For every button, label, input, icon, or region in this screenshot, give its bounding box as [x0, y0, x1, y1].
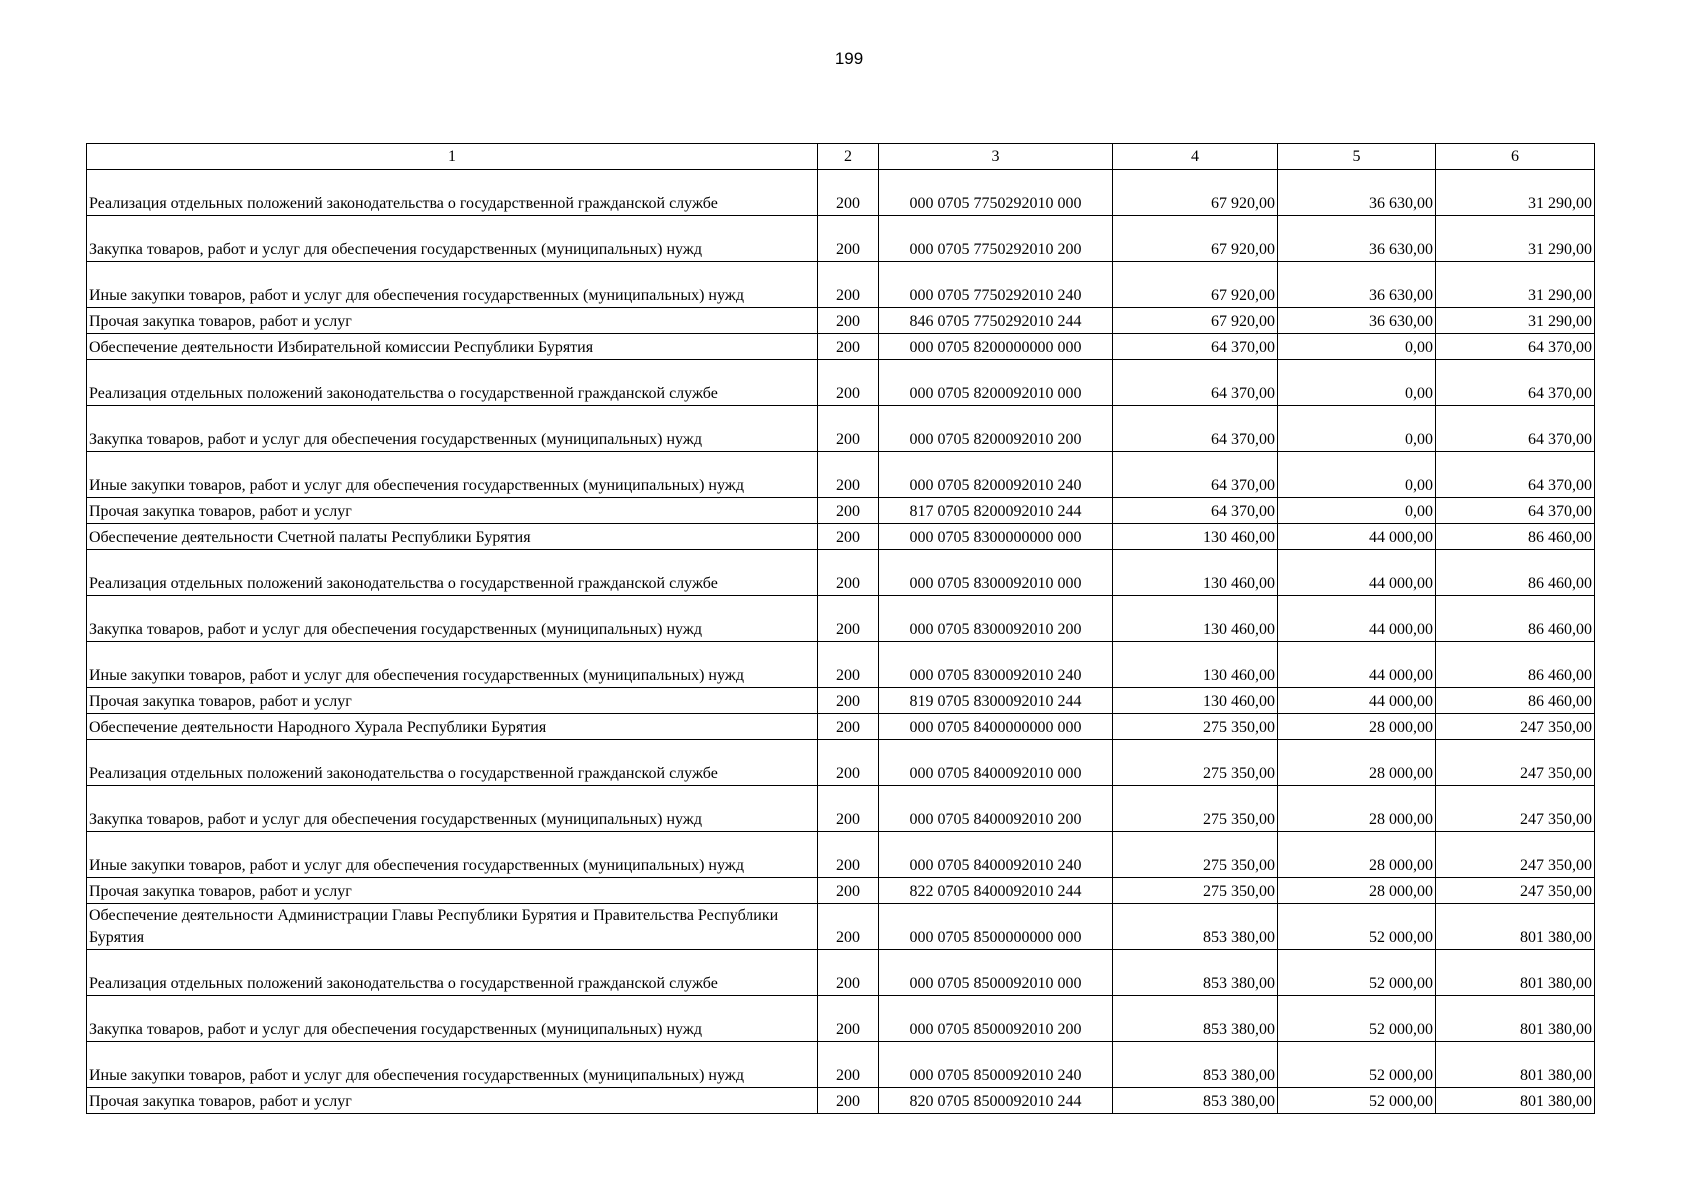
row-code-cell: 200: [818, 308, 879, 334]
row-code-cell: 200: [818, 216, 879, 262]
row-kbk-cell: 000 0705 8200092010 000: [879, 360, 1113, 406]
table-row: [87, 996, 1595, 1042]
table-row: [87, 1042, 1595, 1088]
page-number: 199: [834, 49, 864, 68]
row-code-cell: 200: [818, 596, 879, 642]
table-row: [87, 596, 1595, 642]
row-col4-cell: 275 350,00: [1113, 786, 1278, 832]
row-kbk-cell: 000 0705 8300092010 000: [879, 550, 1113, 596]
table-row: [87, 642, 1595, 688]
row-col5-cell: 0,00: [1278, 452, 1436, 498]
row-name-cell: Иные закупки товаров, работ и услуг для обеспечения государственных (муниципальных) нужд: [87, 642, 818, 688]
row-col4-cell: 64 370,00: [1113, 360, 1278, 406]
table-row: [87, 832, 1595, 878]
row-col4-cell: 853 380,00: [1113, 904, 1278, 950]
row-col6-cell: 247 350,00: [1436, 714, 1595, 740]
row-name-cell: Закупка товаров, работ и услуг для обеспечения государственных (муниципальных) нужд: [87, 216, 818, 262]
row-code-cell: 200: [818, 878, 879, 904]
row-col6-cell: 801 380,00: [1436, 1088, 1595, 1114]
table-row: [87, 262, 1595, 308]
row-kbk-cell: 000 0705 7750292010 200: [879, 216, 1113, 262]
row-name-cell: Обеспечение деятельности Администрации Главы Республики Бурятия и Правительства Республики Бурятия: [87, 904, 818, 950]
row-col5-cell: 52 000,00: [1278, 996, 1436, 1042]
row-code-cell: 200: [818, 642, 879, 688]
table-row: [87, 740, 1595, 786]
row-name-cell: Реализация отдельных положений законодательства о государственной гражданской службе: [87, 740, 818, 786]
row-code-cell: 200: [818, 740, 879, 786]
row-col4-cell: 67 920,00: [1113, 216, 1278, 262]
table-row: [87, 1088, 1595, 1114]
row-col4-cell: 130 460,00: [1113, 596, 1278, 642]
row-kbk-cell: 000 0705 8200092010 240: [879, 452, 1113, 498]
row-col5-cell: 44 000,00: [1278, 642, 1436, 688]
row-kbk-cell: 000 0705 7750292010 240: [879, 262, 1113, 308]
table-row: [87, 904, 1595, 950]
row-col4-cell: 64 370,00: [1113, 498, 1278, 524]
row-col4-cell: 853 380,00: [1113, 996, 1278, 1042]
table-row: [87, 360, 1595, 406]
row-name-cell: Иные закупки товаров, работ и услуг для обеспечения государственных (муниципальных) нужд: [87, 1042, 818, 1088]
row-col5-cell: 0,00: [1278, 360, 1436, 406]
table-row: [87, 406, 1595, 452]
row-col5-cell: 52 000,00: [1278, 904, 1436, 950]
row-kbk-cell: 000 0705 8300092010 240: [879, 642, 1113, 688]
row-code-cell: 200: [818, 950, 879, 996]
table-row: [87, 216, 1595, 262]
row-col6-cell: 31 290,00: [1436, 262, 1595, 308]
row-kbk-cell: 846 0705 7750292010 244: [879, 308, 1113, 334]
table-row: [87, 688, 1595, 714]
table-row: [87, 878, 1595, 904]
row-col4-cell: 275 350,00: [1113, 740, 1278, 786]
header-col-1: 1: [87, 144, 818, 170]
row-col6-cell: 801 380,00: [1436, 950, 1595, 996]
row-col4-cell: 275 350,00: [1113, 714, 1278, 740]
row-kbk-cell: 000 0705 8300000000 000: [879, 524, 1113, 550]
row-col5-cell: 0,00: [1278, 406, 1436, 452]
row-kbk-cell: 000 0705 8400092010 000: [879, 740, 1113, 786]
row-kbk-cell: 817 0705 8200092010 244: [879, 498, 1113, 524]
row-name-cell: Реализация отдельных положений законодательства о государственной гражданской службе: [87, 550, 818, 596]
row-name-cell: Обеспечение деятельности Избирательной комиссии Республики Бурятия: [87, 334, 818, 360]
row-code-cell: 200: [818, 262, 879, 308]
row-col5-cell: 36 630,00: [1278, 216, 1436, 262]
row-col5-cell: 36 630,00: [1278, 308, 1436, 334]
row-col6-cell: 86 460,00: [1436, 688, 1595, 714]
row-col4-cell: 67 920,00: [1113, 262, 1278, 308]
row-col4-cell: 853 380,00: [1113, 950, 1278, 996]
row-kbk-cell: 000 0705 8500092010 240: [879, 1042, 1113, 1088]
row-col5-cell: 44 000,00: [1278, 688, 1436, 714]
row-col4-cell: 130 460,00: [1113, 550, 1278, 596]
table-row: [87, 170, 1595, 216]
row-col6-cell: 31 290,00: [1436, 170, 1595, 216]
row-col4-cell: 275 350,00: [1113, 878, 1278, 904]
row-col6-cell: 86 460,00: [1436, 524, 1595, 550]
row-code-cell: 200: [818, 996, 879, 1042]
row-code-cell: 200: [818, 498, 879, 524]
row-col6-cell: 86 460,00: [1436, 596, 1595, 642]
row-col6-cell: 31 290,00: [1436, 308, 1595, 334]
row-code-cell: 200: [818, 786, 879, 832]
row-col6-cell: 86 460,00: [1436, 642, 1595, 688]
row-kbk-cell: 000 0705 8500000000 000: [879, 904, 1113, 950]
row-kbk-cell: 822 0705 8400092010 244: [879, 878, 1113, 904]
row-kbk-cell: 000 0705 8400092010 240: [879, 832, 1113, 878]
header-col-4: 4: [1113, 144, 1278, 170]
row-col5-cell: 44 000,00: [1278, 550, 1436, 596]
row-col5-cell: 52 000,00: [1278, 1088, 1436, 1114]
row-col4-cell: 64 370,00: [1113, 452, 1278, 498]
row-col4-cell: 130 460,00: [1113, 524, 1278, 550]
row-col6-cell: 801 380,00: [1436, 1042, 1595, 1088]
row-col5-cell: 28 000,00: [1278, 832, 1436, 878]
row-col5-cell: 0,00: [1278, 334, 1436, 360]
row-col6-cell: 64 370,00: [1436, 334, 1595, 360]
row-code-cell: 200: [818, 1042, 879, 1088]
row-col4-cell: 67 920,00: [1113, 170, 1278, 216]
row-code-cell: 200: [818, 688, 879, 714]
header-col-5: 5: [1278, 144, 1436, 170]
row-name-cell: Иные закупки товаров, работ и услуг для обеспечения государственных (муниципальных) нужд: [87, 832, 818, 878]
row-name-cell: Реализация отдельных положений законодательства о государственной гражданской службе: [87, 950, 818, 996]
row-col4-cell: 853 380,00: [1113, 1042, 1278, 1088]
table-row: [87, 524, 1595, 550]
row-col6-cell: 31 290,00: [1436, 216, 1595, 262]
row-col5-cell: 28 000,00: [1278, 740, 1436, 786]
table-row: [87, 786, 1595, 832]
row-name-cell: Иные закупки товаров, работ и услуг для обеспечения государственных (муниципальных) нужд: [87, 452, 818, 498]
row-col6-cell: 64 370,00: [1436, 360, 1595, 406]
row-col5-cell: 28 000,00: [1278, 786, 1436, 832]
table-body: [87, 170, 1595, 1114]
budget-table: [86, 143, 1595, 1114]
row-col6-cell: 801 380,00: [1436, 904, 1595, 950]
row-name-cell: Реализация отдельных положений законодательства о государственной гражданской службе: [87, 360, 818, 406]
row-name-cell: Закупка товаров, работ и услуг для обеспечения государственных (муниципальных) нужд: [87, 996, 818, 1042]
row-name-cell: Прочая закупка товаров, работ и услуг: [87, 1088, 818, 1114]
row-kbk-cell: 000 0705 7750292010 000: [879, 170, 1113, 216]
row-col5-cell: 44 000,00: [1278, 596, 1436, 642]
table-row: [87, 308, 1595, 334]
row-col6-cell: 247 350,00: [1436, 740, 1595, 786]
row-col4-cell: 64 370,00: [1113, 334, 1278, 360]
row-col4-cell: 130 460,00: [1113, 642, 1278, 688]
row-col4-cell: 275 350,00: [1113, 832, 1278, 878]
row-col6-cell: 64 370,00: [1436, 498, 1595, 524]
table-row: [87, 714, 1595, 740]
row-kbk-cell: 819 0705 8300092010 244: [879, 688, 1113, 714]
row-col6-cell: 64 370,00: [1436, 452, 1595, 498]
row-col5-cell: 36 630,00: [1278, 262, 1436, 308]
row-col5-cell: 36 630,00: [1278, 170, 1436, 216]
row-col4-cell: 130 460,00: [1113, 688, 1278, 714]
row-col4-cell: 64 370,00: [1113, 406, 1278, 452]
row-col5-cell: 44 000,00: [1278, 524, 1436, 550]
row-col5-cell: 52 000,00: [1278, 1042, 1436, 1088]
table-row: [87, 550, 1595, 596]
row-kbk-cell: 000 0705 8400000000 000: [879, 714, 1113, 740]
row-kbk-cell: 000 0705 8200092010 200: [879, 406, 1113, 452]
row-code-cell: 200: [818, 334, 879, 360]
row-col6-cell: 801 380,00: [1436, 996, 1595, 1042]
row-code-cell: 200: [818, 406, 879, 452]
row-col6-cell: 64 370,00: [1436, 406, 1595, 452]
row-col4-cell: 853 380,00: [1113, 1088, 1278, 1114]
table-row: [87, 334, 1595, 360]
row-name-cell: Прочая закупка товаров, работ и услуг: [87, 498, 818, 524]
row-kbk-cell: 000 0705 8400092010 200: [879, 786, 1113, 832]
row-code-cell: 200: [818, 904, 879, 950]
row-name-cell: Иные закупки товаров, работ и услуг для обеспечения государственных (муниципальных) нужд: [87, 262, 818, 308]
row-name-cell: Реализация отдельных положений законодательства о государственной гражданской службе: [87, 170, 818, 216]
row-kbk-cell: 000 0705 8500092010 000: [879, 950, 1113, 996]
row-code-cell: 200: [818, 170, 879, 216]
row-col5-cell: 52 000,00: [1278, 950, 1436, 996]
row-name-cell: Закупка товаров, работ и услуг для обеспечения государственных (муниципальных) нужд: [87, 786, 818, 832]
row-kbk-cell: 000 0705 8200000000 000: [879, 334, 1113, 360]
row-col6-cell: 247 350,00: [1436, 786, 1595, 832]
row-col5-cell: 28 000,00: [1278, 878, 1436, 904]
row-kbk-cell: 820 0705 8500092010 244: [879, 1088, 1113, 1114]
table-row: [87, 498, 1595, 524]
row-col6-cell: 247 350,00: [1436, 832, 1595, 878]
header-col-3: 3: [879, 144, 1113, 170]
row-code-cell: 200: [818, 524, 879, 550]
row-col6-cell: 247 350,00: [1436, 878, 1595, 904]
row-col4-cell: 67 920,00: [1113, 308, 1278, 334]
row-name-cell: Обеспечение деятельности Народного Хурала Республики Бурятия: [87, 714, 818, 740]
row-code-cell: 200: [818, 360, 879, 406]
table-row: [87, 950, 1595, 996]
header-col-2: 2: [818, 144, 879, 170]
header-col-6: 6: [1436, 144, 1595, 170]
table-row: [87, 452, 1595, 498]
row-name-cell: Закупка товаров, работ и услуг для обеспечения государственных (муниципальных) нужд: [87, 596, 818, 642]
row-code-cell: 200: [818, 832, 879, 878]
row-name-cell: Прочая закупка товаров, работ и услуг: [87, 878, 818, 904]
row-col6-cell: 86 460,00: [1436, 550, 1595, 596]
header-row: [87, 144, 1595, 170]
row-name-cell: Прочая закупка товаров, работ и услуг: [87, 688, 818, 714]
row-code-cell: 200: [818, 550, 879, 596]
row-kbk-cell: 000 0705 8300092010 200: [879, 596, 1113, 642]
row-kbk-cell: 000 0705 8500092010 200: [879, 996, 1113, 1042]
row-code-cell: 200: [818, 1088, 879, 1114]
row-code-cell: 200: [818, 714, 879, 740]
row-name-cell: Прочая закупка товаров, работ и услуг: [87, 308, 818, 334]
row-col5-cell: 28 000,00: [1278, 714, 1436, 740]
row-name-cell: Закупка товаров, работ и услуг для обеспечения государственных (муниципальных) нужд: [87, 406, 818, 452]
row-code-cell: 200: [818, 452, 879, 498]
row-name-cell: Обеспечение деятельности Счетной палаты Республики Бурятия: [87, 524, 818, 550]
row-col5-cell: 0,00: [1278, 498, 1436, 524]
